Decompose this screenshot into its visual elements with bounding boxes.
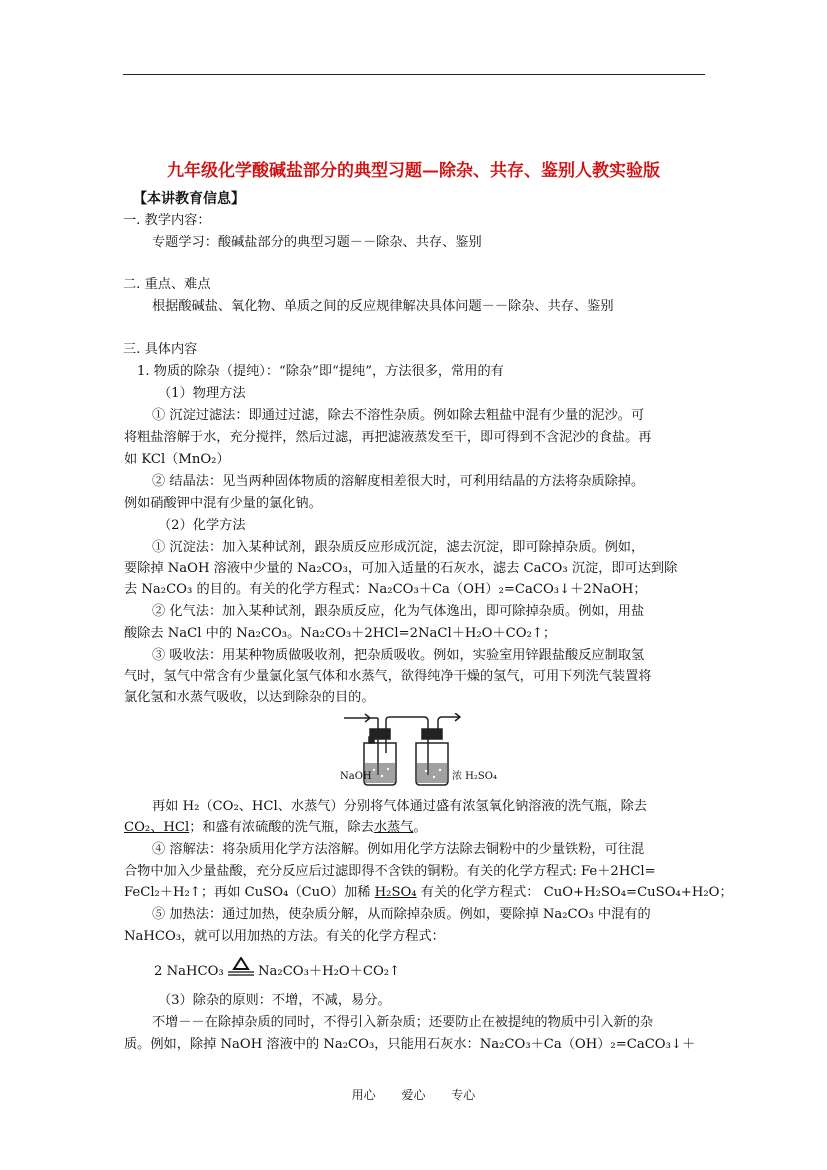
filter-line-1: ① 沉淀过滤法：即通过过滤，除去不溶性杂质。例如除去粗盐中混有少量的泥沙。可 [152, 408, 645, 423]
s1-head: 一. 教学内容： [123, 213, 211, 228]
dis-line-2: 合物中加入少量盐酸，充分反应后过滤即得不含铁的铜粉。有关的化学方程式: Fe＋2HCl= [124, 864, 656, 879]
page-title: 九年级化学酸碱盐部分的典型习题—除杂、共存、鉴别人教实验版 [167, 161, 660, 181]
heat-eq-rhs: Na₂CO₃＋H₂O＋CO₂↑ [258, 964, 401, 979]
noadd-line-1: 不增－－在除掉杂质的同时，不得引入新杂质；还要防止在被提纯的物质中引入新的杂 [152, 1015, 654, 1030]
again-line-2-end: 。 [413, 820, 427, 835]
s2-head: 二. 重点、难点 [123, 277, 211, 292]
chemical-method-heading: （2）化学方法 [158, 518, 246, 533]
heat-line-2: NaHCO₃，就可以用加热的方法。有关的化学方程式： [124, 929, 445, 944]
physical-method-heading: （1）物理方法 [158, 386, 246, 401]
heat-line-1: ⑤ 加热法：通过加热，使杂质分解，从而除掉杂质。例如，要除掉 Na₂CO₃ 中混有的 [152, 907, 651, 922]
principle-line: （3）除杂的原则：不增，不减，易分。 [158, 993, 391, 1008]
abs-line-1: ③ 吸收法：用某种物质做吸收剂，把杂质吸收。例如，实验室用锌跟盐酸反应制取氢 [152, 648, 645, 663]
gas-washing-apparatus-diagram [340, 713, 500, 789]
dis-line-3c: 有关的化学方程式： CuO+H₂SO₄=CuSO₄+H₂O； [416, 885, 733, 900]
heat-eq-lhs: 2 NaHCO₃ [154, 964, 224, 979]
s3-p1: 1. 物质的除杂（提纯）：“除杂”即“提纯”，方法很多，常用的有 [137, 364, 504, 379]
noadd-line-2: 质。例如，除掉 NaOH 溶液中的 Na₂CO₃，只能用石灰水：Na₂CO₃＋Ca（OH）₂=CaCO₃↓＋ [124, 1037, 696, 1052]
s1-body: 专题学习：酸碱盐部分的典型习题－－除杂、共存、鉴别 [152, 235, 482, 250]
answer-co2-hcl: CO₂、HCl [124, 820, 190, 835]
answer-water-vapor: 水蒸气 [373, 820, 414, 835]
again-line-2 [124, 818, 427, 838]
s3-head: 三. 具体内容 [123, 342, 198, 357]
cryst-line-2: 例如硝酸钾中混有少量的氯化钠。 [124, 496, 322, 511]
prec-line-1: ① 沉淀法：加入某种试剂，跟杂质反应形成沉淀，滤去沉淀，即可除掉杂质。例如， [152, 540, 645, 555]
filter-line-3: 如 KCl（MnO₂） [124, 452, 230, 467]
dis-line-1: ④ 溶解法：将杂质用化学方法溶解。例如用化学方法除去铜粉中的少量铁粉，可往混 [152, 842, 645, 857]
gas-line-1: ② 化气法：加入某种试剂，跟杂质反应，化为气体逸出，即可除掉杂质。例如，用盐 [152, 604, 645, 619]
again-line-1: 再如 H₂（CO₂、HCl、水蒸气）分别将气体通过盛有浓氢氧化钠溶液的洗气瓶，除去 [152, 799, 647, 814]
gas-line-2: 酸除去 NaCl 中的 Na₂CO₃。Na₂CO₃＋2HCl=2NaCl＋H₂O＋CO₂↑； [124, 626, 557, 641]
dis-line-3 [124, 883, 733, 903]
cryst-line-1: ② 结晶法：见当两种固体物质的溶解度相差很大时，可利用结晶的方法将杂质除掉。 [152, 474, 645, 489]
again-line-2-mid: ；和盛有浓硫酸的洗气瓶，除去 [189, 820, 374, 835]
abs-line-3: 氯化氢和水蒸气吸收，以达到除杂的目的。 [124, 690, 375, 705]
prec-line-3: 去 Na₂CO₃ 的目的。有关的化学方程式：Na₂CO₃＋Ca（OH）₂=CaCO₃↓＋2NaOH； [124, 582, 647, 597]
section-header: 【本讲教育信息】 [133, 191, 245, 207]
header-rule [123, 74, 705, 75]
abs-line-2: 气时，氢气中常含有少量氯化氢气体和水蒸气，欲得纯净干燥的氢气，可用下列洗气装置将 [124, 669, 652, 684]
label-h2so4: 浓 H₂SO₄ [452, 771, 497, 782]
dis-line-3a: FeCl₂＋H₂↑；再如 CuSO₄（CuO）加稀 [124, 885, 375, 900]
filter-line-2: 将粗盐溶解于水，充分搅拌，然后过滤，再把滤液蒸发至干，即可得到不含泥沙的食盐。再 [124, 430, 652, 445]
s2-body: 根据酸碱盐、氧化物、单质之间的反应规律解决具体问题－－除杂、共存、鉴别 [152, 299, 614, 314]
dis-line-3-acid: H₂SO₄ [374, 885, 417, 900]
heat-delta-symbol [226, 957, 256, 979]
label-naoh: NaOH [340, 771, 372, 782]
page-footer: 用心 爱心 专心 [351, 1088, 476, 1102]
prec-line-2: 要除掉 NaOH 溶液中少量的 Na₂CO₃，可加入适量的石灰水，滤去 CaCO₃ 沉淀，即可达到除 [124, 561, 678, 576]
